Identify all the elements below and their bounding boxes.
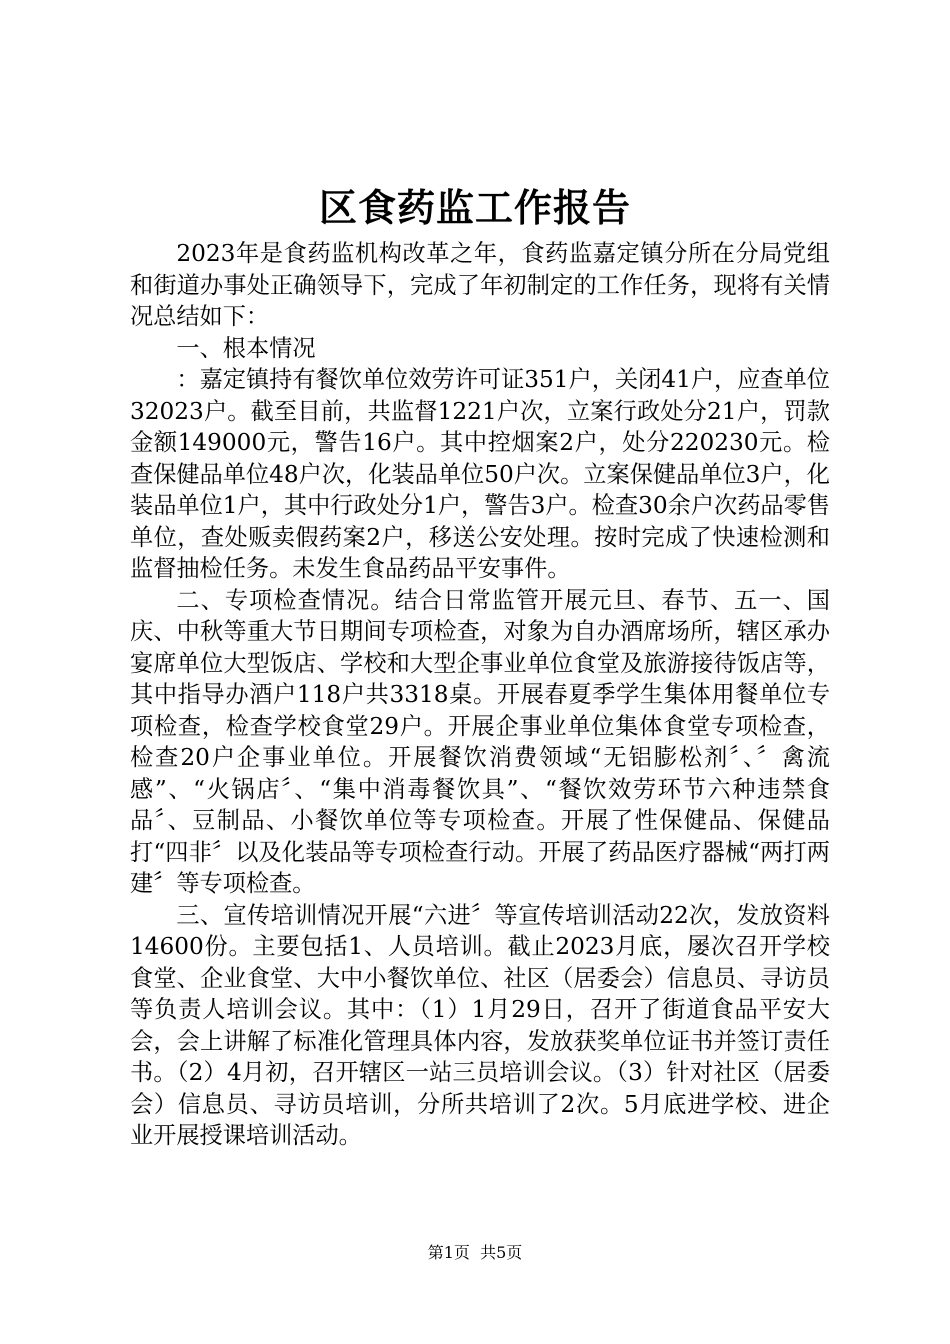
page-footer: [0, 1242, 950, 1264]
document-body: [130, 238, 830, 1152]
paragraph-special-inspection: 二、专项检查情况。结合日常监管开展元旦、春节、五一、国庆、中秋等重大节日期间专项检查，对象为自办酒席场所，辖区承办宴席单位大型饭店、学校和大型企事业单位食堂及旅游接待饭店等，其中指导办酒户118户共3318桌。开展春夏季学生集体用餐单位专项检查，检查学校食堂29户。开展企事业单位集体食堂专项检查，检查20户企事业单位。开展餐饮消费领域“无铝膨松剂〞、〞禽流感”、“火锅店〞、“集中消毒餐饮具”、“餐饮效劳环节六种违禁食品〞、豆制品、小餐饮单位等专项检查。开展了性保健品、保健品打“四非〞以及化装品等专项检查行动。开展了药品医疗器械“两打两建〞等专项检查。: [130, 586, 830, 897]
document-title: 区食药监工作报告: [318, 185, 631, 230]
paragraph-basic-situation: ：嘉定镇持有餐饮单位效劳许可证351户，关闭41户，应查单位32023户。截至目前，共监督1221户次，立案行政处分21户，罚款金额149000元，警告16户。其中控烟案2户，处分220230元。检查保健品单位48户次，化装品单位50户次。立案保健品单位3户，化装品单位1户，其中行政处分1户，警告3户。检查30余户次药品零售单位，查处贩卖假药案2户，移送公安处理。按时完成了快速检测和监督抽检任务。未发生食品药品平安事件。: [130, 366, 830, 582]
section-heading-basic: 一、根本情况: [176, 334, 316, 362]
paragraph-publicity-training: 三、宣传培训情况开展“六进〞等宣传培训活动22次，发放资料14600份。主要包括1、人员培训。截止2023月底，屡次召开学校食堂、企业食堂、大中小餐饮单位、社区（居委会）信息员、寻访员等负责人培训会议。其中：（1）1月29日，召开了街道食品平安大会，会上讲解了标准化管理具体内容，发放获奖单位证书并签订责任书。（2）4月初，召开辖区一站三员培训会议。（3）针对社区（居委会）信息员、寻访员培训，分所共培训了2次。5月底进学校、进企业开展授课培训活动。: [130, 901, 830, 1149]
page-number: 第1页 共5页: [427, 1243, 523, 1262]
paragraph-intro: 2023年是食药监机构改革之年，食药监嘉定镇分所在分局党组和街道办事处正确领导下，完成了年初制定的工作任务，现将有关情况总结如下：: [130, 240, 830, 330]
